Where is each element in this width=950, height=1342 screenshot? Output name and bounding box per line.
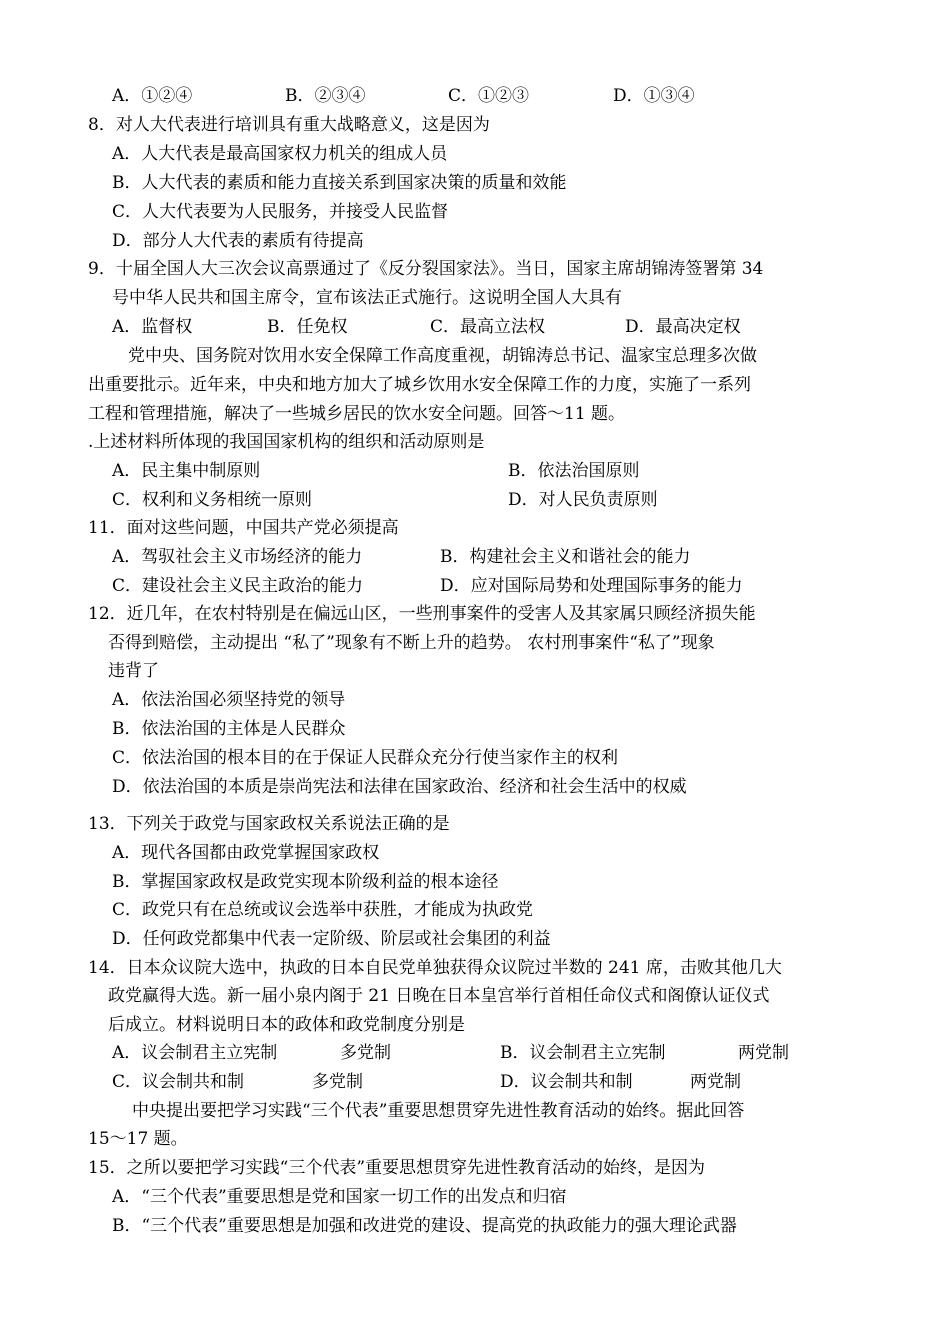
material-1-line1: 党中央、国务院对饮用水安全保障工作高度重视，胡锦涛总书记、温家宝总理多次做 bbox=[128, 346, 757, 366]
q12-stem-line3: 违背了 bbox=[108, 661, 159, 681]
q13-stem: 13．下列关于政党与国家政权关系说法正确的是 bbox=[88, 814, 450, 834]
q14-option-d-party: 两党制 bbox=[690, 1072, 741, 1092]
q9-option-b: B．任免权 bbox=[267, 317, 348, 337]
q14-stem-line3: 后成立。材料说明日本的政体和政党制度分别是 bbox=[108, 1015, 465, 1035]
q13-option-d: D．任何政党都集中代表一定阶级、阶层或社会集团的利益 bbox=[112, 929, 551, 949]
q12-option-d: D．依法治国的本质是崇尚宪法和法律在国家政治、经济和社会生活中的权威 bbox=[112, 777, 687, 797]
q8-option-b: B．人大代表的素质和能力直接关系到国家决策的质量和效能 bbox=[112, 173, 567, 193]
q7-option-c: C．①②③ bbox=[448, 86, 530, 106]
q14-option-d: D．议会制共和制 bbox=[500, 1072, 633, 1092]
q14-option-c-party: 多党制 bbox=[312, 1072, 363, 1092]
material-1-line2: 出重要批示。近年来，中央和地方加大了城乡饮用水安全保障工作的力度，实施了一系列 bbox=[88, 375, 751, 395]
q9-stem-line1: 9．十届全国人大三次会议高票通过了《反分裂国家法》。当日，国家主席胡锦涛签署第 34 bbox=[88, 259, 764, 279]
material-1-line3: 工程和管理措施，解决了一些城乡居民的饮水安全问题。回答～11 题。 bbox=[88, 404, 626, 424]
q11-option-d: D．应对国际局势和处理国际事务的能力 bbox=[440, 576, 743, 596]
q14-option-b: B．议会制君主立宪制 bbox=[500, 1043, 666, 1063]
q13-option-c: C．政党只有在总统或议会选举中获胜，才能成为执政党 bbox=[112, 900, 534, 920]
q10-option-a: A．民主集中制原则 bbox=[112, 461, 261, 481]
q10-stem: .上述材料所体现的我国国家机构的组织和活动原则是 bbox=[88, 432, 485, 452]
q12-option-c: C．依法治国的根本目的在于保证人民群众充分行使当家作主的权利 bbox=[112, 748, 619, 768]
q9-option-d: D．最高决定权 bbox=[625, 317, 741, 337]
material-2-line1: 中央提出要把学习实践“三个代表”重要思想贯穿先进性教育活动的始终。据此回答 bbox=[132, 1101, 745, 1121]
q10-option-d: D．对人民负责原则 bbox=[508, 490, 658, 510]
q11-option-b: B．构建社会主义和谐社会的能力 bbox=[440, 547, 691, 567]
q15-option-b: B．“三个代表”重要思想是加强和改进党的建设、提高党的执政能力的强大理论武器 bbox=[112, 1216, 737, 1236]
q9-option-c: C．最高立法权 bbox=[430, 317, 546, 337]
q8-option-c: C．人大代表要为人民服务，并接受人民监督 bbox=[112, 202, 449, 222]
q12-option-b: B．依法治国的主体是人民群众 bbox=[112, 719, 346, 739]
q15-option-a: A．“三个代表”重要思想是党和国家一切工作的出发点和归宿 bbox=[112, 1187, 567, 1207]
q12-stem-line1: 12．近几年，在农村特别是在偏远山区，一些刑事案件的受害人及其家属只顾经济损失能 bbox=[88, 604, 756, 624]
q13-option-a: A．现代各国都由政党掌握国家政权 bbox=[112, 843, 380, 863]
q7-option-d: D．①③④ bbox=[613, 86, 695, 106]
q11-stem: 11．面对这些问题，中国共产党必须提高 bbox=[88, 518, 399, 538]
q14-stem-line2: 政党赢得大选。新一届小泉内阁于 21 日晚在日本皇宫举行首相任命仪式和阁僚认证仪式 bbox=[108, 986, 770, 1006]
q9-stem-line2: 号中华人民共和国主席令，宣布该法正式施行。这说明全国人大具有 bbox=[112, 288, 622, 308]
material-2-line2: 15～17 题。 bbox=[88, 1129, 188, 1149]
q7-option-a: A．①②④ bbox=[112, 86, 193, 106]
q11-option-a: A．驾驭社会主义市场经济的能力 bbox=[112, 547, 363, 567]
q14-option-a-party: 多党制 bbox=[340, 1043, 391, 1063]
q14-option-b-party: 两党制 bbox=[738, 1043, 789, 1063]
q7-option-b: B．②③④ bbox=[285, 86, 366, 106]
q8-option-d: D．部分人大代表的素质有待提高 bbox=[112, 231, 364, 251]
q14-option-c: C．议会制共和制 bbox=[112, 1072, 245, 1092]
q14-option-a: A．议会制君主立宪制 bbox=[112, 1043, 278, 1063]
q12-stem-line2: 否得到赔偿，主动提出 “私了”现象有不断上升的趋势。 农村刑事案件“私了”现象 bbox=[108, 633, 715, 653]
q8-option-a: A．人大代表是最高国家权力机关的组成人员 bbox=[112, 144, 448, 164]
q10-option-c: C．权利和义务相统一原则 bbox=[112, 490, 313, 510]
q14-stem-line1: 14．日本众议院大选中，执政的日本自民党单独获得众议院过半数的 241 席，击败其他几大 bbox=[88, 958, 782, 978]
q13-option-b: B．掌握国家政权是政党实现本阶级利益的根本途径 bbox=[112, 872, 499, 892]
q9-option-a: A．监督权 bbox=[112, 317, 193, 337]
q11-option-c: C．建设社会主义民主政治的能力 bbox=[112, 576, 364, 596]
q12-option-a: A．依法治国必须坚持党的领导 bbox=[112, 690, 346, 710]
q8-stem: 8．对人大代表进行培训具有重大战略意义，这是因为 bbox=[88, 115, 490, 135]
q15-stem: 15．之所以要把学习实践“三个代表”重要思想贯穿先进性教育活动的始终，是因为 bbox=[88, 1158, 706, 1178]
q10-option-b: B．依法治国原则 bbox=[508, 461, 640, 481]
